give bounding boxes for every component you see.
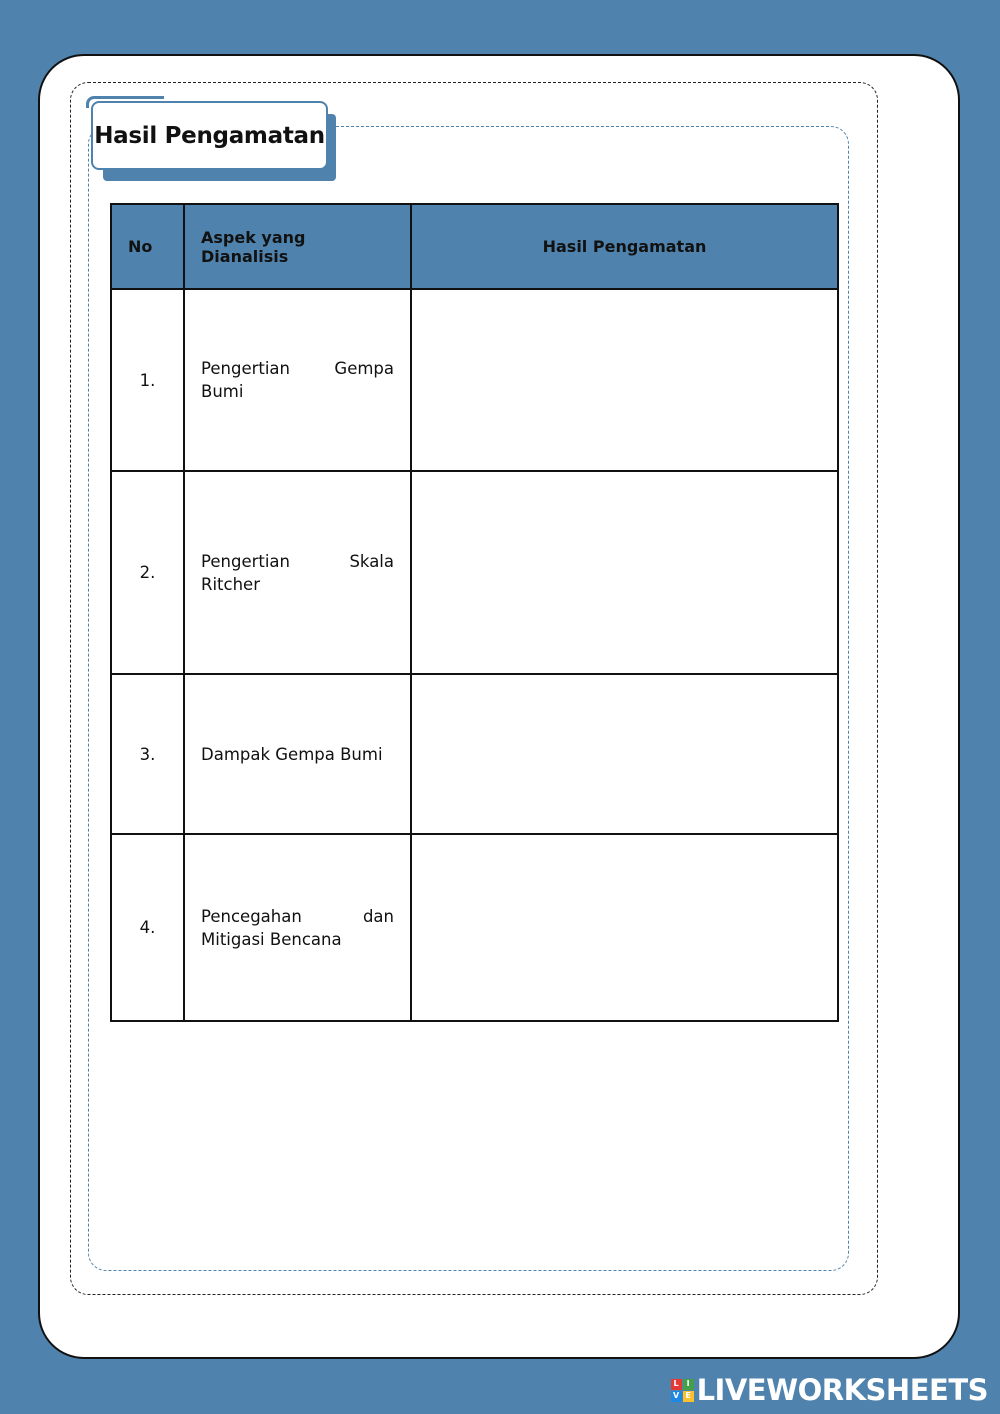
table-row xyxy=(111,834,838,1021)
logo-tile: L xyxy=(671,1379,682,1390)
header-aspect: Aspek yang Dianalisis xyxy=(184,204,411,289)
logo-icon xyxy=(671,1379,694,1402)
liveworksheets-logo xyxy=(671,1374,988,1406)
result-answer-cell[interactable] xyxy=(411,471,838,674)
observation-table xyxy=(110,203,839,1022)
logo-text: LIVEWORKSHEETS xyxy=(696,1373,988,1407)
table-row xyxy=(111,674,838,834)
row-number: 4. xyxy=(111,834,184,1021)
row-number: 2. xyxy=(111,471,184,674)
result-answer-cell[interactable] xyxy=(411,834,838,1021)
header-result: Hasil Pengamatan xyxy=(411,204,838,289)
page-title: Hasil Pengamatan xyxy=(94,122,325,149)
row-aspect: Pencegahan dan Mitigasi Bencana xyxy=(184,834,411,1021)
row-aspect: Pengertian Gempa Bumi xyxy=(184,289,411,471)
logo-tile: V xyxy=(671,1391,682,1402)
row-aspect: Dampak Gempa Bumi xyxy=(184,674,411,834)
table-row xyxy=(111,289,838,471)
table-header-row xyxy=(111,204,838,289)
title-box xyxy=(91,101,328,170)
result-answer-cell[interactable] xyxy=(411,674,838,834)
row-number: 1. xyxy=(111,289,184,471)
row-aspect: Pengertian Skala Ritcher xyxy=(184,471,411,674)
result-answer-cell[interactable] xyxy=(411,289,838,471)
row-number: 3. xyxy=(111,674,184,834)
logo-tile: I xyxy=(683,1379,694,1390)
table-row xyxy=(111,471,838,674)
logo-tile: E xyxy=(683,1391,694,1402)
header-no: No xyxy=(111,204,184,289)
